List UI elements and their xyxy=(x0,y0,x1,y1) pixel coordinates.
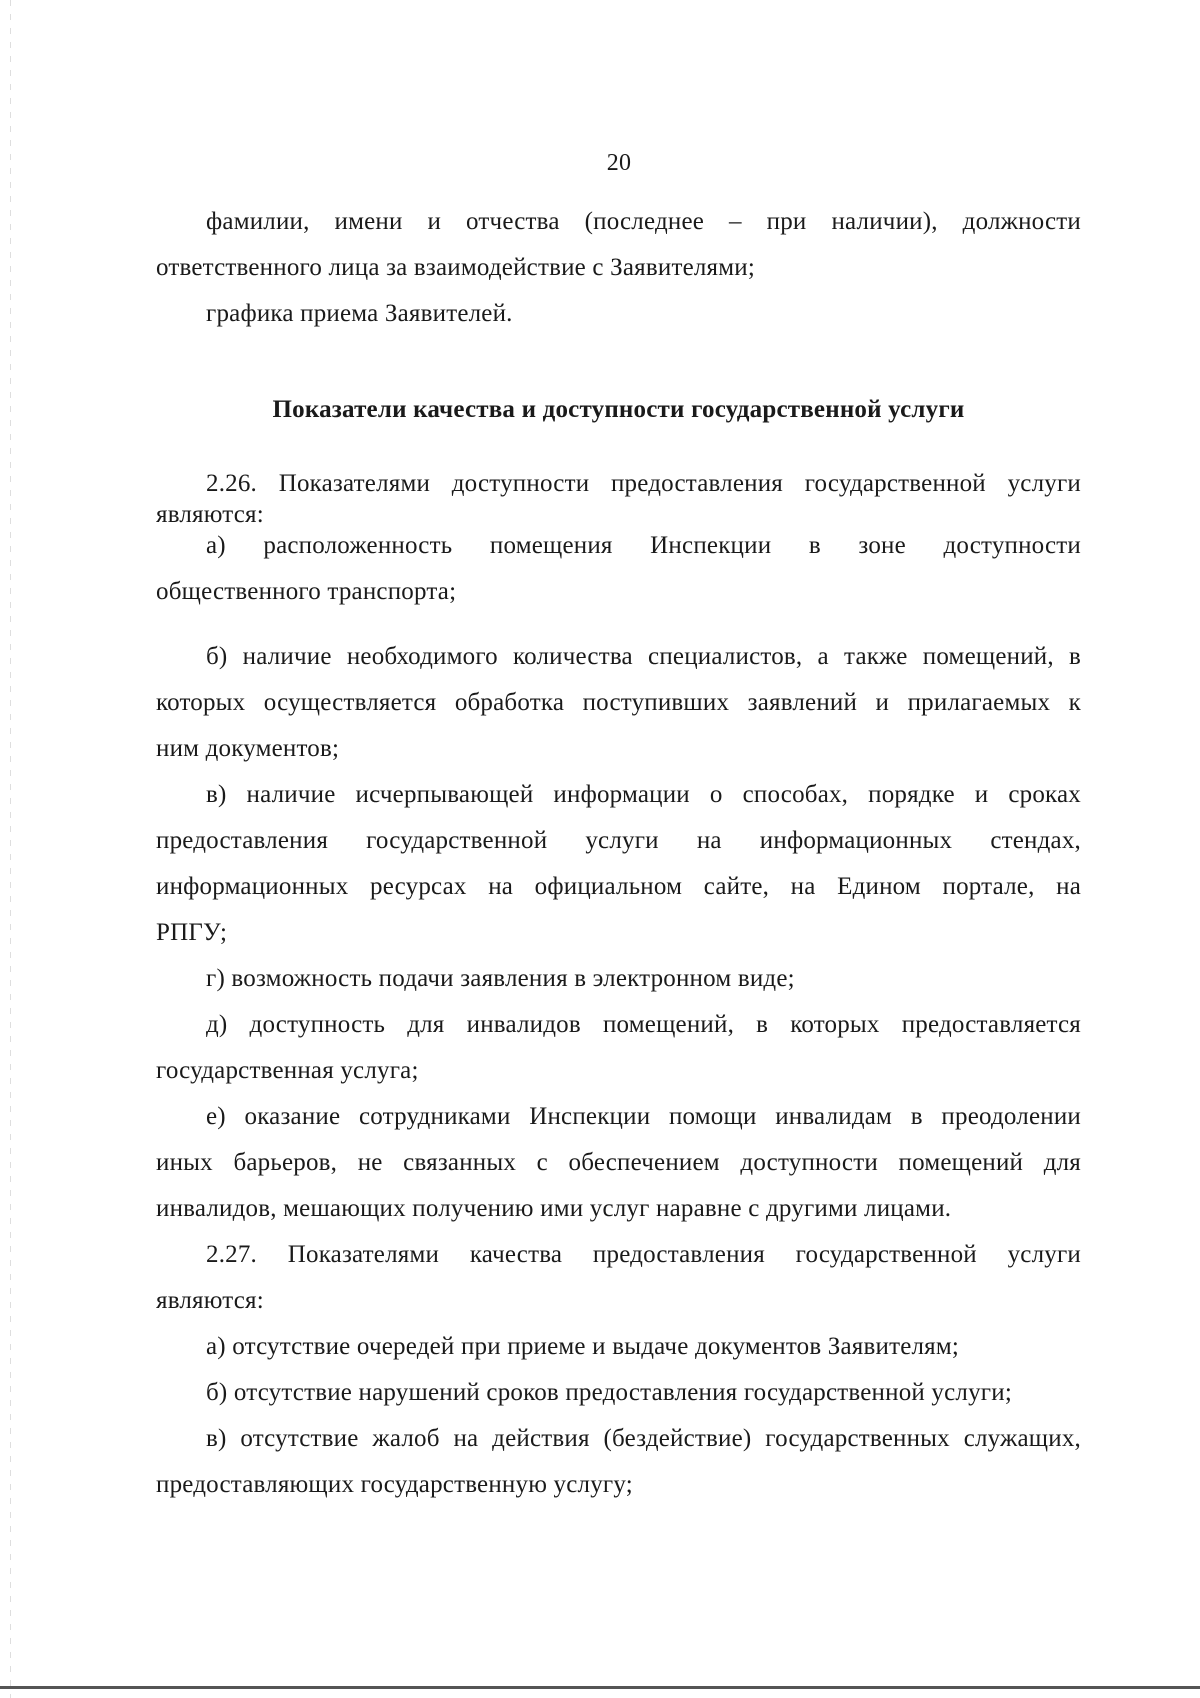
quality-item-a: а) отсутствие очередей при приеме и выдаче документов Заявителям; xyxy=(206,1333,960,1360)
intro-line-3: графика приема Заявителей. xyxy=(206,300,513,327)
item-b-line-2: которых осуществляется обработка поступивших заявлений и прилагаемых к xyxy=(156,689,1081,716)
scan-edge-bottom xyxy=(0,1686,1200,1689)
item-a-line-2: общественного транспорта; xyxy=(156,578,457,605)
section-heading: Показатели качества и доступности государственной услуги xyxy=(272,396,965,423)
intro-line-2: ответственного лица за взаимодействие с Заявителями; xyxy=(156,254,755,281)
p226-line-2: являются: xyxy=(156,501,264,528)
quality-item-b: б) отсутствие нарушений сроков предоставления государственной услуги; xyxy=(206,1379,1012,1406)
quality-item-v-line-1: в) отсутствие жалоб на действия (бездействие) государственных служащих, xyxy=(206,1425,1081,1452)
intro-line-1: фамилии, имени и отчества (последнее – при наличии), должности xyxy=(206,208,1081,235)
item-e-line-3: инвалидов, мешающих получению ими услуг наравне с другими лицами. xyxy=(156,1195,952,1222)
item-d-line-1: д) доступность для инвалидов помещений, в которых предоставляется xyxy=(206,1011,1081,1038)
p227-line-1: 2.27. Показателями качества предоставления государственной услуги xyxy=(206,1241,1081,1268)
item-a-line-1: а) расположенность помещения Инспекции в зоне доступности xyxy=(206,532,1081,559)
item-v-line-4: РПГУ; xyxy=(156,919,228,946)
item-b-line-1: б) наличие необходимого количества специалистов, а также помещений, в xyxy=(206,643,1081,670)
item-g-line-1: г) возможность подачи заявления в электронном виде; xyxy=(206,965,795,992)
quality-item-v-line-2: предоставляющих государственную услугу; xyxy=(156,1471,633,1498)
p227-line-2: являются: xyxy=(156,1287,264,1314)
item-v-line-1: в) наличие исчерпывающей информации о способах, порядке и сроках xyxy=(206,781,1081,808)
item-b-line-3: ним документов; xyxy=(156,735,340,762)
page-number: 20 xyxy=(606,150,632,176)
p226-line-1: 2.26. Показателями доступности предоставления государственной услуги xyxy=(206,470,1081,497)
item-d-line-2: государственная услуга; xyxy=(156,1057,419,1084)
item-e-line-1: е) оказание сотрудниками Инспекции помощи инвалидам в преодолении xyxy=(206,1103,1081,1130)
item-v-line-3: информационных ресурсах на официальном сайте, на Едином портале, на xyxy=(156,873,1081,900)
item-v-line-2: предоставления государственной услуги на информационных стендах, xyxy=(156,827,1081,854)
scan-edge-left xyxy=(10,0,11,1698)
item-e-line-2: иных барьеров, не связанных с обеспечением доступности помещений для xyxy=(156,1149,1081,1176)
